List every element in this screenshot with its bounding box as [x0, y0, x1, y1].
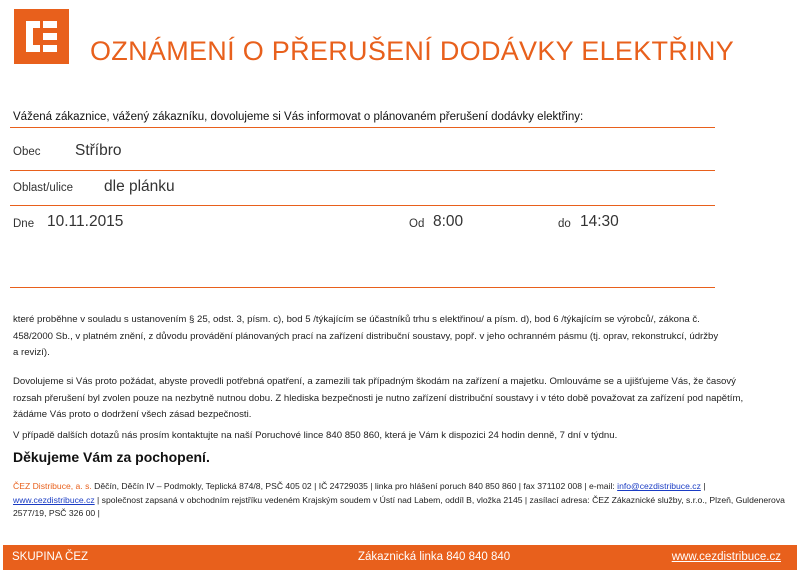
obec-label: Obec — [13, 146, 41, 158]
contact-paragraph: V případě dalších dotazů nás prosím kontaktujte na naší Poruchové lince 840 850 860, která je Vám k dispozici 24 hodin denně, 7 dní v týdnu. — [13, 430, 618, 441]
oblast-value: dle plánku — [104, 178, 175, 195]
company-address: Děčín, Děčín IV – Podmokly, Teplická 874/8, PSČ 405 02 | IČ 24729035 | linka pro hlášení poruch 840 850 860 | fax 371102 008 | e-mail: — [91, 481, 618, 491]
date-label: Dne — [13, 218, 35, 230]
company-name: ČEZ Distribuce, a. s. — [13, 481, 92, 491]
from-value: 8:00 — [433, 213, 464, 230]
web-link[interactable]: www.cezdistribuce.cz — [13, 494, 95, 505]
cez-logo — [14, 9, 69, 64]
obec-value: Stříbro — [75, 142, 122, 159]
divider-obec — [10, 170, 715, 171]
to-value: 14:30 — [580, 213, 619, 230]
divider-top — [10, 127, 715, 128]
footer-web-link[interactable]: www.cezdistribuce.cz — [671, 551, 781, 563]
legal-paragraph: které proběhne v souladu s ustanovením § 25, odst. 3, písm. c), bod 5 /týkajícím se účastníků trhu s elektřinou/ a písm. d), bod 6 /týkajícím se výrobců/, zákona č. 458/2000 Sb., v platném znění, z důvodu provádění plánovaných prací na zařízení distribuční soustavy, popř. v jeho ochranném pásmu (tj. oprav, rekonstrukcí, údržby a revizí). — [13, 314, 719, 359]
from-label: Od — [409, 218, 425, 230]
to-label: do — [558, 218, 571, 230]
divider-oblast — [10, 205, 715, 206]
thanks-text: Děkujeme Vám za pochopení. — [13, 449, 210, 465]
greeting-text: Vážená zákaznice, vážený zákazníku, dovolujeme si Vás informovat o plánovaném přerušení dodávky elektřiny: — [13, 111, 584, 123]
divider-bottom — [10, 287, 715, 288]
company-info — [13, 480, 788, 521]
group-label: SKUPINA ČEZ — [12, 551, 89, 563]
oblast-label: Oblast/ulice — [13, 182, 74, 194]
separator: | — [700, 481, 706, 491]
email-link[interactable]: info@cezdistribuce.cz — [617, 481, 701, 491]
registry-info: | společnost zapsaná v obchodním rejstříku vedeném Krajským soudem v Ústí nad Labem, oddíl B, vložka 2145 | zasílací adresa: ČEZ Zákaznické služby, s.r.o., Plzeň, Guldenerova 2577/19, PSČ 326 00 | — [13, 494, 785, 518]
customer-line: Zákaznická linka 840 840 840 — [358, 551, 511, 563]
request-paragraph: Dovolujeme si Vás proto požádat, abyste provedli potřebná opatření, a zamezili tak případným škodám na zařízení a majetku. Omlouváme se a ujišťujeme Vás, že časový rozsah přerušení byl zvolen pouze na nezbytně nutnou dobu. Z hlediska bezpečnosti je nutno zařízení distribuční soustavy i v této době považovat za zařízení pod napětím, žádáme Vás proto o dodržení všech zásad bezpečnosti. — [13, 376, 744, 421]
date-value: 10.11.2015 — [47, 213, 124, 230]
footer-bar — [3, 545, 797, 570]
page-title: OZNÁMENÍ O PŘERUŠENÍ DODÁVKY ELEKTŘINY — [90, 36, 735, 66]
